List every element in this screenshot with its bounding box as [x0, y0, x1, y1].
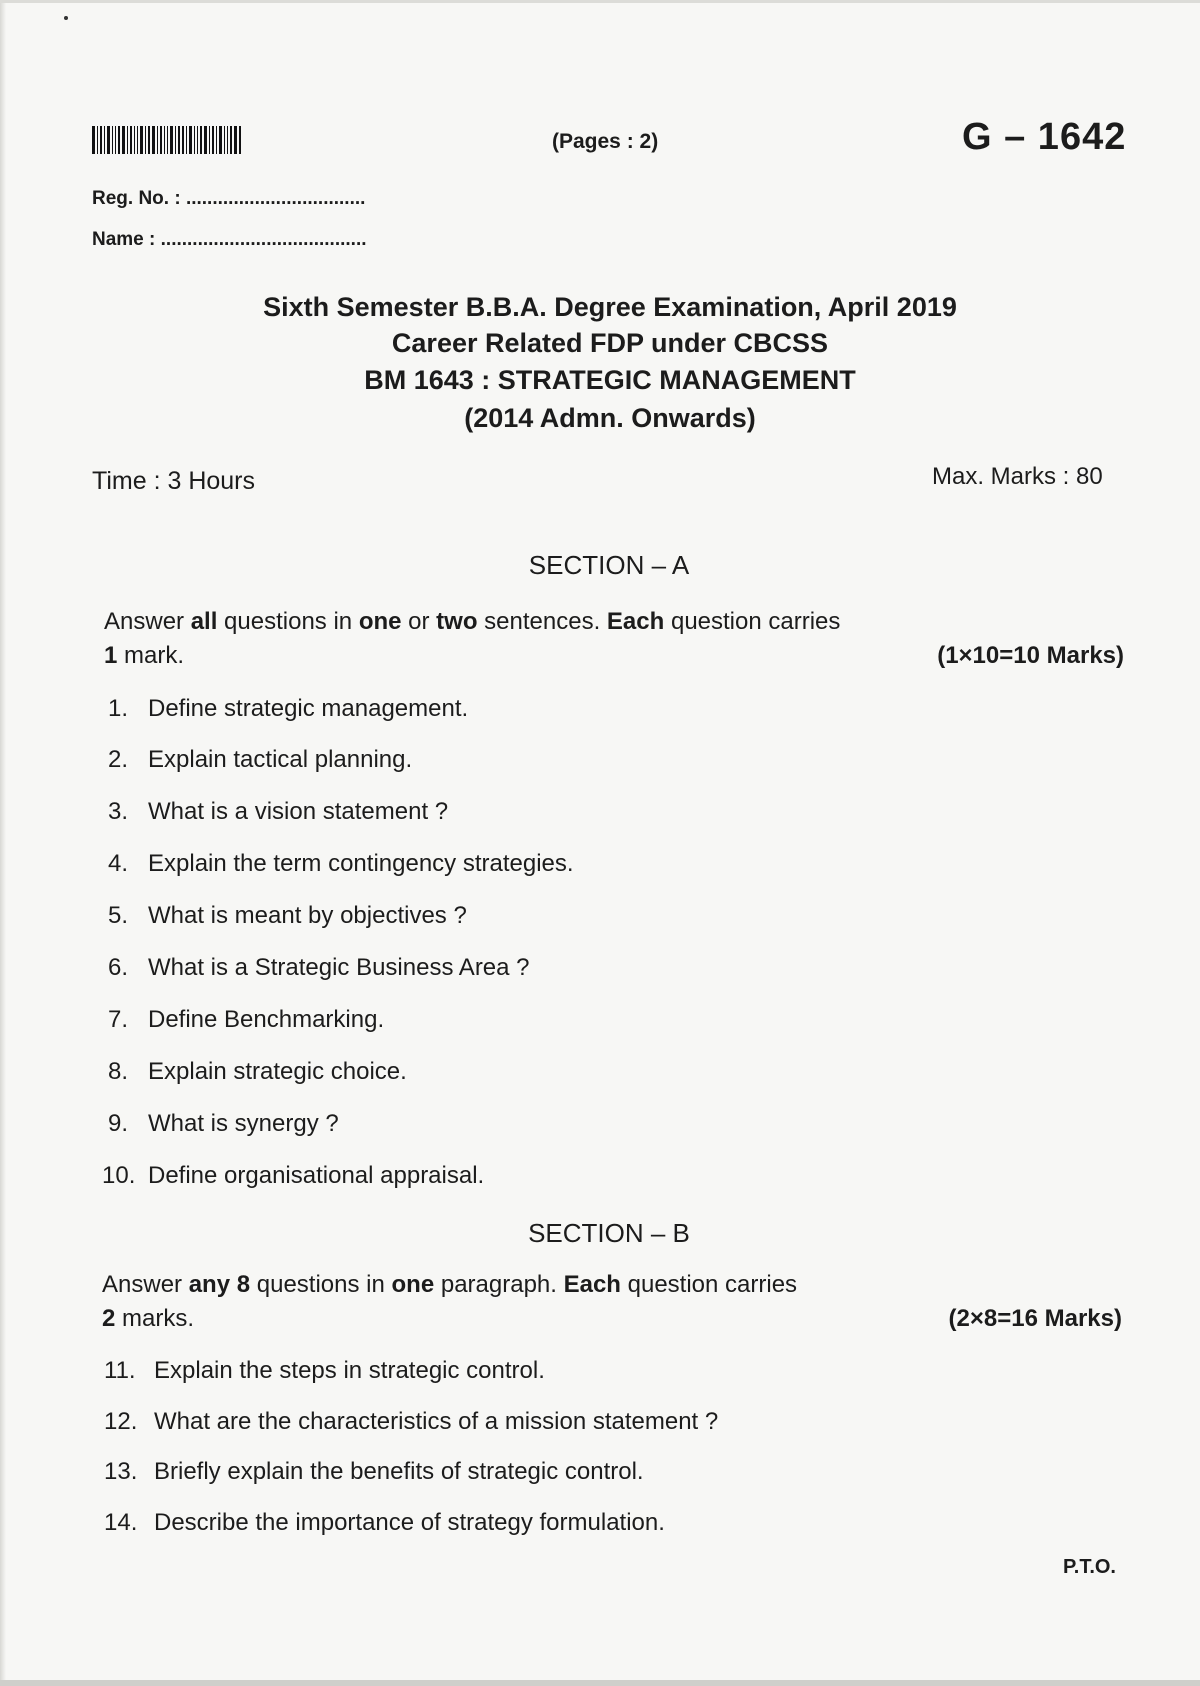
question-item: 11. Explain the steps in strategic control. — [104, 1357, 545, 1384]
question-item: 8. Explain strategic choice. — [108, 1058, 407, 1085]
admission-scheme: (2014 Admn. Onwards) — [464, 403, 756, 433]
exam-duration: Time : 3 Hours — [92, 467, 256, 495]
exam-program: Career Related FDP under CBCSS — [391, 328, 829, 358]
section-a-marks: (1×10=10 Marks) — [937, 642, 1124, 669]
max-marks: Max. Marks : 80 — [932, 463, 1103, 490]
reg-no-field: Reg. No. : .................................. — [92, 188, 366, 209]
paper-code: G – 1642 — [962, 116, 1127, 158]
question-item: 14. Describe the importance of strategy formulation. — [104, 1509, 665, 1536]
question-item: 3. What is a vision statement ? — [108, 798, 449, 825]
question-item: 2. Explain tactical planning. — [108, 746, 413, 773]
course-title: BM 1643 : STRATEGIC MANAGEMENT — [364, 365, 856, 395]
section-a-heading: SECTION – A — [528, 550, 690, 580]
section-a-instructions: Answer all questions in one or two sentences. Each question carries 1 mark. (1×10=10 Marks) — [104, 605, 1124, 673]
please-turn-over: P.T.O. — [1063, 1556, 1116, 1578]
scan-speck — [64, 16, 68, 20]
scan-edge-left — [0, 0, 6, 1686]
question-item: 9. What is synergy ? — [108, 1110, 339, 1137]
question-item: 7. Define Benchmarking. — [108, 1006, 385, 1033]
question-item: 5. What is meant by objectives ? — [108, 902, 467, 929]
question-item: 4. Explain the term contingency strategies. — [108, 850, 574, 877]
barcode — [92, 126, 256, 154]
question-item: 6. What is a Strategic Business Area ? — [108, 954, 530, 981]
question-item: 12. What are the characteristics of a mission statement ? — [104, 1408, 719, 1435]
exam-title: Sixth Semester B.B.A. Degree Examination, April 2019 — [263, 292, 957, 322]
section-b-marks: (2×8=16 Marks) — [948, 1305, 1122, 1332]
question-item: 10. Define organisational appraisal. — [102, 1162, 485, 1189]
question-item: 1. Define strategic management. — [108, 695, 469, 722]
scan-edge-bottom — [0, 1680, 1200, 1686]
name-field: Name : ....................................... — [92, 229, 367, 250]
scan-edge-top — [0, 0, 1200, 3]
question-item: 13. Briefly explain the benefits of strategic control. — [104, 1458, 644, 1485]
section-b-heading: SECTION – B — [528, 1218, 690, 1248]
pages-count: (Pages : 2) — [552, 130, 659, 153]
section-b-instructions: Answer any 8 questions in one paragraph. Each question carries 2 marks. (2×8=16 Marks) — [102, 1268, 1122, 1336]
